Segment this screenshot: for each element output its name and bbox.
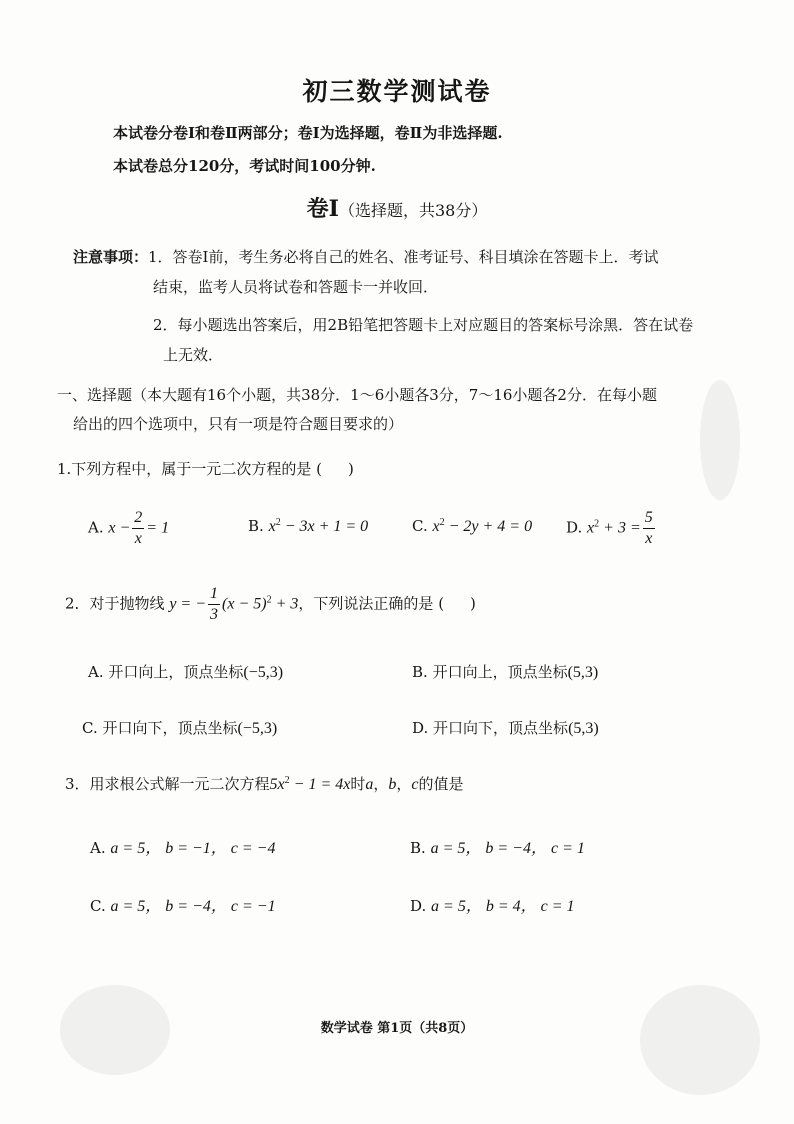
- page-footer: 数学试卷 第1页（共8页）: [320, 1021, 474, 1036]
- option-text: 开口向上，顶点坐标: [108, 663, 244, 681]
- option-text: a = 5， b = 4， c = 1: [431, 898, 575, 915]
- fraction-denominator: x: [134, 530, 142, 547]
- answer-paren-open: (: [316, 460, 322, 478]
- q2-option-c: [82, 717, 277, 738]
- question-1-text: 1.下列方程中，属于一元二次方程的是: [57, 460, 312, 478]
- option-text: a = 5， b = −4， c = 1: [430, 840, 585, 857]
- math-text: x: [432, 518, 440, 535]
- option-text: a = 5， b = −1， c = −4: [110, 840, 276, 857]
- option-label: B.: [412, 663, 428, 681]
- section-subtitle: （选择题，共38分）: [338, 201, 488, 220]
- notes-item-1-line-1: 1．答卷Ⅰ前，考生务必将自己的姓名、准考证号、科目填涂在答题卡上．考试: [148, 248, 659, 266]
- answer-paren-close: ): [347, 460, 354, 478]
- separator: ，: [396, 775, 412, 793]
- q2-option-a: [88, 661, 283, 682]
- q1-option-a: [88, 510, 169, 547]
- fraction-denominator: x: [645, 530, 653, 547]
- vertex-coordinate: (5,3): [568, 720, 599, 737]
- option-text: 开口向上，顶点坐标: [432, 663, 568, 681]
- q2-option-d: [412, 717, 599, 738]
- variable-c: c: [411, 776, 419, 793]
- exponent: 2: [275, 517, 281, 528]
- option-label: A.: [88, 663, 104, 681]
- math-text: x: [587, 519, 595, 537]
- question-3-text-post: 的值是: [418, 775, 464, 793]
- option-label: D.: [410, 897, 427, 915]
- part1-instruction-line-2: 给出的四个选项中，只有一项是符合题目要求的）: [73, 415, 404, 433]
- fraction-numerator: 1: [208, 586, 220, 605]
- exponent: 2: [284, 775, 290, 786]
- question-2-text-post: ，下列说法正确的是: [298, 594, 434, 613]
- option-label: B.: [248, 517, 264, 535]
- question-3-stem: [65, 773, 464, 794]
- option-label: A.: [88, 518, 104, 537]
- notes-label: 注意事项：: [73, 248, 149, 266]
- vertex-coordinate: (−5,3): [237, 720, 278, 737]
- q1-option-b: [248, 517, 368, 536]
- math-text: − 3x + 1 = 0: [280, 518, 369, 535]
- intro-line-1: 本试卷分卷Ⅰ和卷Ⅱ两部分；卷Ⅰ为选择题，卷Ⅱ为非选择题.: [113, 124, 503, 142]
- question-3-text: 3．用求根公式解一元二次方程: [65, 775, 270, 793]
- option-text: 开口向下，顶点坐标: [102, 719, 238, 737]
- exponent: 2: [266, 594, 272, 606]
- option-label: C.: [82, 719, 98, 737]
- q1-option-d: [566, 510, 657, 547]
- math-text: = 1: [146, 519, 170, 537]
- option-label: C.: [90, 897, 106, 915]
- vertex-coordinate: (−5,3): [243, 664, 284, 681]
- question-2-stem: [65, 586, 476, 623]
- question-1-stem: [57, 458, 354, 479]
- fraction-numerator: 5: [643, 510, 655, 529]
- math-text: 5x: [269, 776, 285, 793]
- option-label: C.: [412, 517, 428, 535]
- math-text: (x − 5): [222, 595, 267, 613]
- option-text: 开口向下，顶点坐标: [433, 719, 569, 737]
- option-label: D.: [566, 518, 583, 537]
- answer-paren-close: ): [470, 594, 476, 613]
- option-text: a = 5， b = −4， c = −1: [110, 898, 276, 915]
- q3-option-c: [90, 893, 276, 916]
- vertex-coordinate: (5,3): [567, 664, 599, 681]
- math-text: + 3 =: [599, 519, 641, 537]
- option-label: D.: [412, 719, 429, 737]
- math-text: x −: [108, 519, 131, 537]
- section-heading: [0, 192, 794, 223]
- intro-line-2: 本试卷总分120分，考试时间100分钟.: [113, 157, 376, 175]
- notes-item-2-line-1: 2．每小题选出答案后，用2B铅笔把答题卡上对应题目的答案标号涂黑．答在试卷: [153, 316, 694, 334]
- math-text: y = −: [169, 595, 207, 613]
- scan-noise: [700, 380, 740, 500]
- exponent: 2: [594, 518, 600, 530]
- exponent: 2: [439, 517, 445, 528]
- notes-item-1-line-2: 结束，监考人员将试卷和答题卡一并收回．: [153, 278, 439, 296]
- option-label: A.: [90, 839, 106, 857]
- variable-a: a: [365, 776, 374, 793]
- section-title: 卷Ⅰ: [306, 196, 339, 222]
- page-title: 初三数学测试卷: [302, 77, 492, 106]
- part1-instruction-line-1: 一、选择题（本大题有16个小题，共38分．1～6小题各3分，7～16小题各2分．在每小题: [57, 386, 657, 404]
- q3-option-b: [410, 835, 585, 858]
- fraction-numerator: 2: [132, 510, 144, 529]
- notes-item-2-line-2: 上无效．: [163, 346, 224, 364]
- q2-option-b: [412, 661, 598, 682]
- scan-noise: [640, 985, 760, 1095]
- option-label: B.: [410, 839, 426, 857]
- q3-option-a: [90, 835, 275, 858]
- math-text: − 1 = 4x: [289, 776, 351, 793]
- question-3-text-mid: 时: [350, 775, 366, 793]
- q1-option-c: [412, 517, 532, 536]
- notes-item-1: [73, 246, 659, 267]
- q3-option-d: [410, 893, 575, 916]
- separator: ，: [373, 775, 389, 793]
- math-text: + 3: [271, 595, 299, 613]
- math-text: − 2y + 4 = 0: [444, 518, 533, 535]
- question-2-text: 2．对于抛物线: [65, 594, 165, 613]
- answer-paren-open: (: [438, 594, 445, 613]
- variable-b: b: [388, 776, 397, 793]
- fraction-denominator: 3: [210, 606, 219, 623]
- math-text: x: [268, 518, 276, 535]
